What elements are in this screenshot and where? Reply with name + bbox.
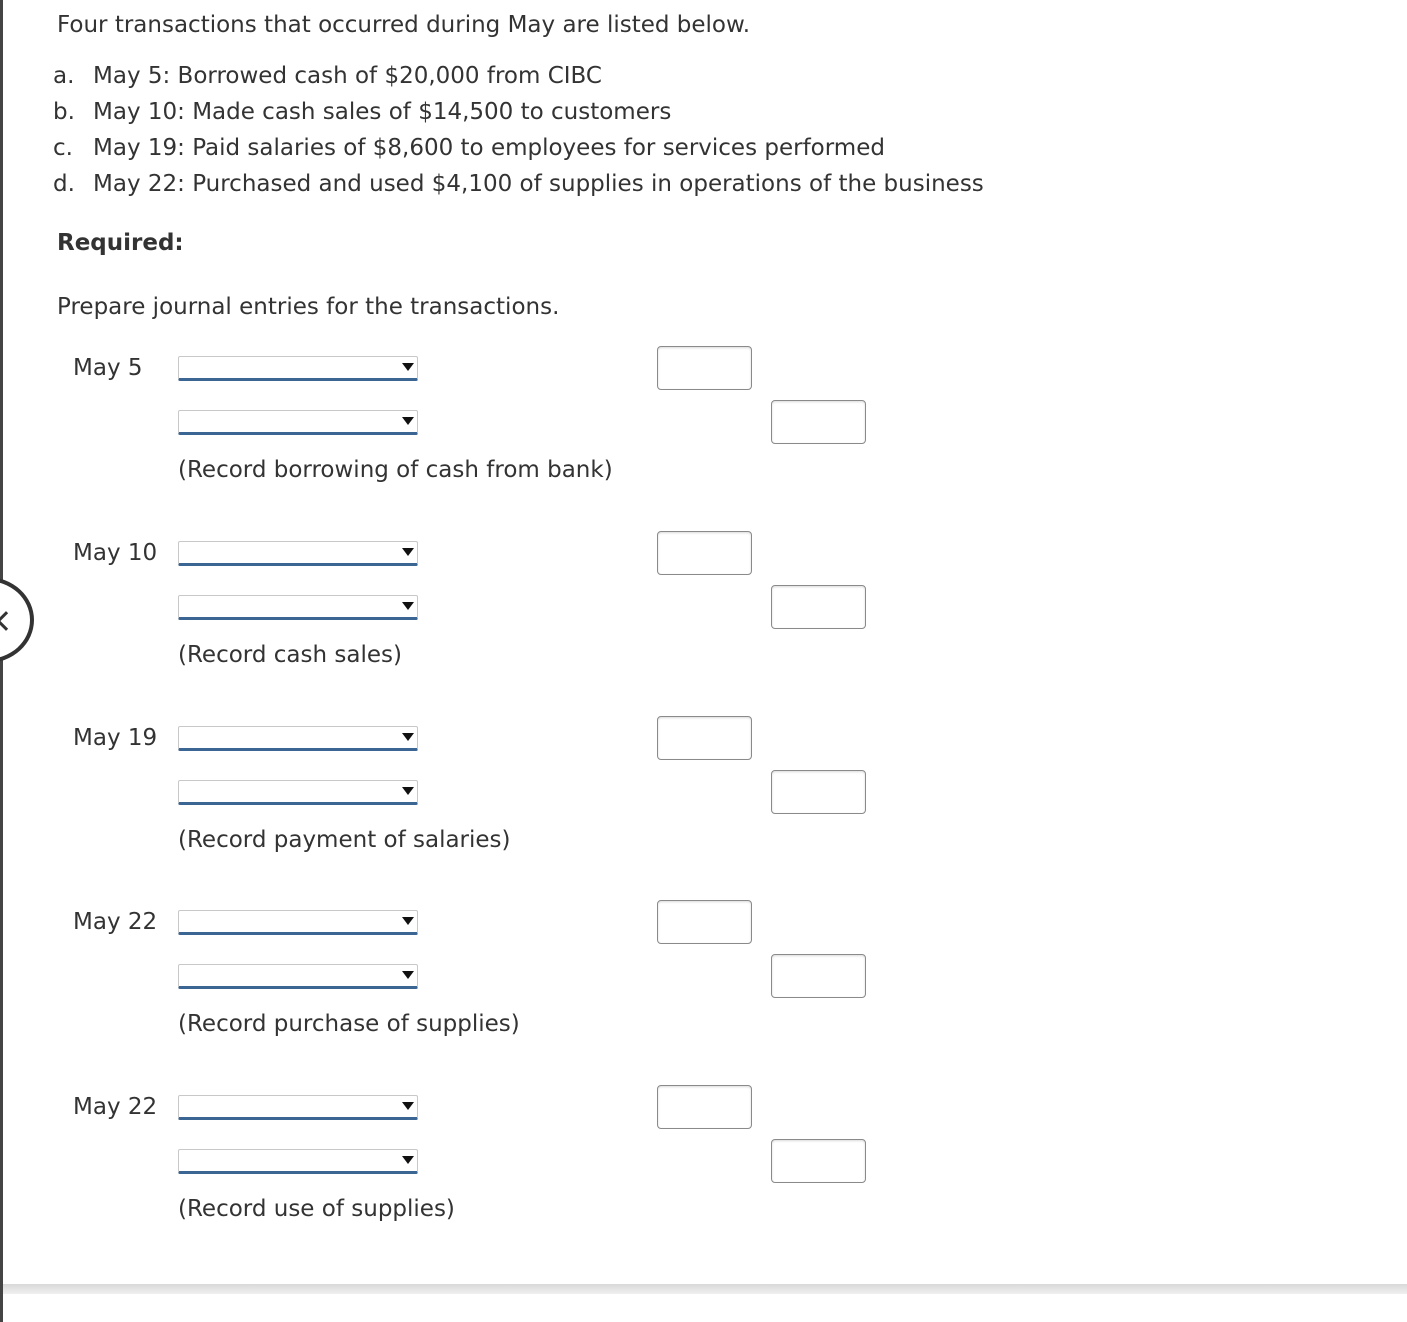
- debit-amount-input[interactable]: [657, 900, 752, 944]
- debit-amount-input[interactable]: [657, 716, 752, 760]
- required-heading: Required:: [57, 230, 184, 256]
- entry-date: May 5: [73, 355, 143, 381]
- entry-description: (Record borrowing of cash from bank): [178, 457, 613, 483]
- debit-account-select[interactable]: [178, 541, 418, 566]
- entry-description: (Record use of supplies): [178, 1196, 455, 1222]
- credit-amount-input[interactable]: [771, 585, 866, 629]
- dropdown-arrow-icon: [402, 548, 414, 556]
- entry-description: (Record purchase of supplies): [178, 1011, 520, 1037]
- credit-account-select[interactable]: [178, 964, 418, 989]
- entry-date: May 19: [73, 725, 158, 751]
- entry-date: May 22: [73, 1094, 158, 1120]
- dropdown-arrow-icon: [402, 733, 414, 741]
- dropdown-arrow-icon: [402, 971, 414, 979]
- list-item: a. May 5: Borrowed cash of $20,000 from CIBC: [53, 63, 602, 89]
- debit-amount-input[interactable]: [657, 1085, 752, 1129]
- instruction-text: Prepare journal entries for the transactions.: [57, 294, 560, 320]
- entry-description: (Record cash sales): [178, 642, 402, 668]
- journal-entry-may-22-use: [0, 1094, 1000, 1279]
- credit-amount-input[interactable]: [771, 1139, 866, 1183]
- dropdown-arrow-icon: [402, 787, 414, 795]
- dropdown-arrow-icon: [402, 1102, 414, 1110]
- credit-account-select[interactable]: [178, 410, 418, 435]
- credit-account-select[interactable]: [178, 1149, 418, 1174]
- dropdown-arrow-icon: [402, 363, 414, 371]
- list-item: d. May 22: Purchased and used $4,100 of supplies in operations of the business: [53, 171, 984, 197]
- entry-description: (Record payment of salaries): [178, 827, 511, 853]
- debit-account-select[interactable]: [178, 726, 418, 751]
- journal-entry-may-22-purchase: [0, 909, 1000, 1094]
- credit-amount-input[interactable]: [771, 770, 866, 814]
- debit-amount-input[interactable]: [657, 346, 752, 390]
- dropdown-arrow-icon: [402, 417, 414, 425]
- dropdown-arrow-icon: [402, 917, 414, 925]
- bottom-divider: [3, 1284, 1407, 1294]
- transaction-list: [53, 62, 984, 206]
- intro-text: Four transactions that occurred during May are listed below.: [57, 12, 751, 38]
- credit-account-select[interactable]: [178, 595, 418, 620]
- entry-date: May 10: [73, 540, 158, 566]
- list-item: b. May 10: Made cash sales of $14,500 to customers: [53, 99, 672, 125]
- journal-entry-may-10: [0, 540, 1000, 725]
- credit-account-select[interactable]: [178, 780, 418, 805]
- credit-amount-input[interactable]: [771, 400, 866, 444]
- journal-entry-may-19: [0, 725, 1000, 910]
- credit-amount-input[interactable]: [771, 954, 866, 998]
- debit-amount-input[interactable]: [657, 531, 752, 575]
- list-item: c. May 19: Paid salaries of $8,600 to employees for services performed: [53, 135, 885, 161]
- debit-account-select[interactable]: [178, 356, 418, 381]
- journal-entry-may-5: [0, 355, 1000, 540]
- debit-account-select[interactable]: [178, 1095, 418, 1120]
- debit-account-select[interactable]: [178, 910, 418, 935]
- dropdown-arrow-icon: [402, 1156, 414, 1164]
- entry-date: May 22: [73, 909, 158, 935]
- dropdown-arrow-icon: [402, 602, 414, 610]
